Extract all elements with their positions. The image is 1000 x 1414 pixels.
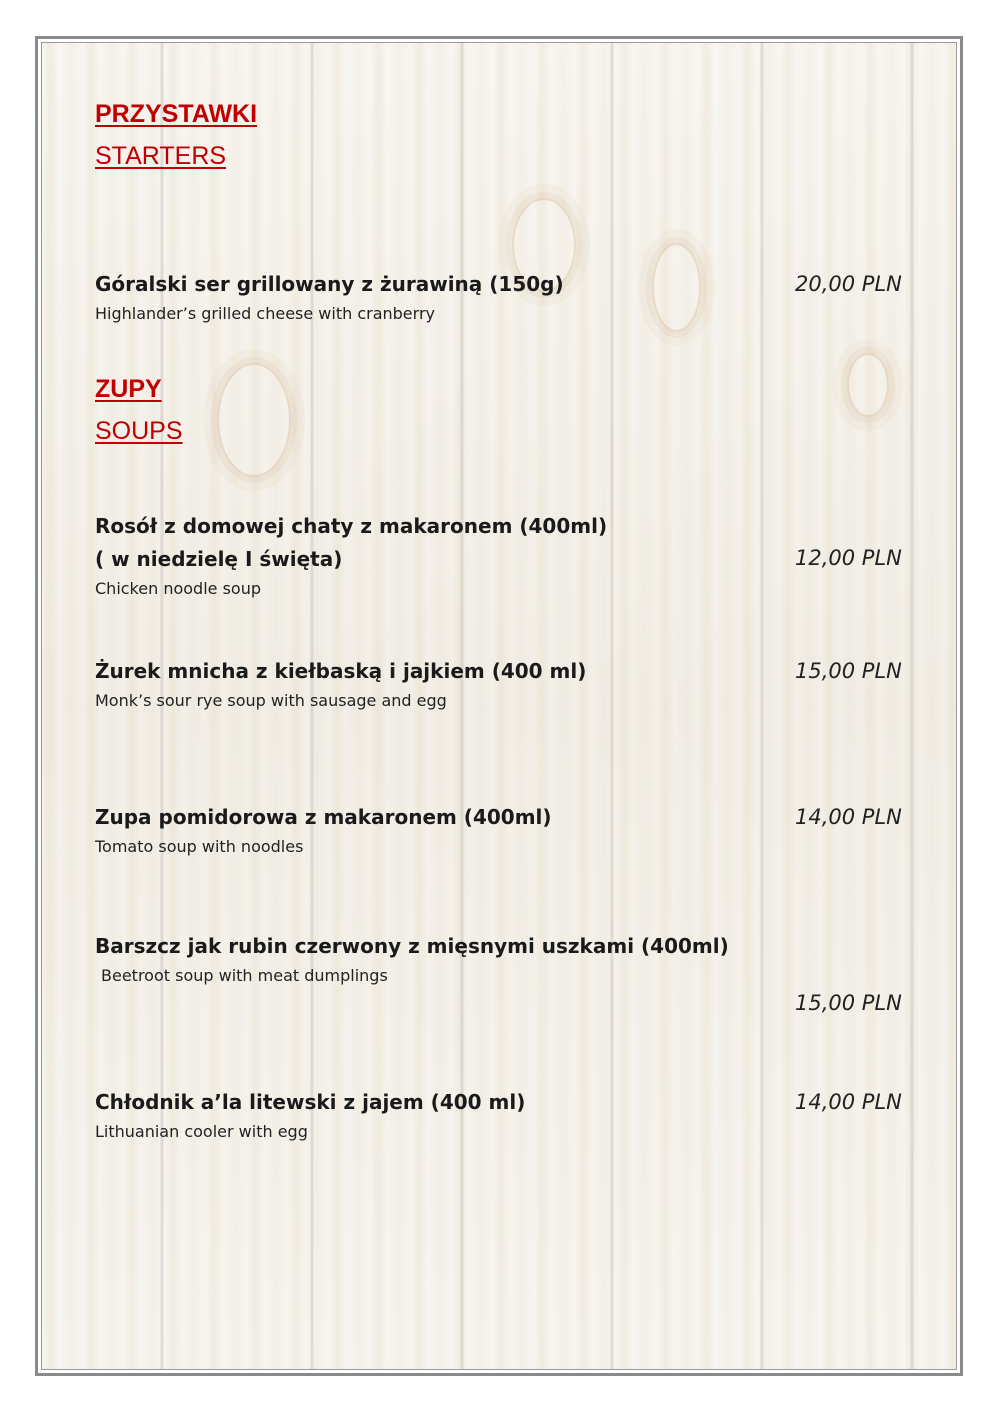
section-title-soups-pl: ZUPY	[95, 375, 162, 403]
menu-item-name: Żurek mnicha z kiełbaską i jajkiem (400 ml)	[95, 659, 587, 683]
menu-item-name: Zupa pomidorowa z makaronem (400ml)	[95, 805, 552, 829]
menu-item-description: Beetroot soup with meat dumplings	[101, 966, 388, 985]
menu-item-name: Barszcz jak rubin czerwony z mięsnymi uszkami (400ml)	[95, 934, 729, 958]
section-title-soups-en: SOUPS	[95, 417, 183, 445]
menu-item-description: Chicken noodle soup	[95, 579, 261, 598]
menu-item-price: 12,00 PLN	[795, 546, 902, 570]
menu-item-price: 20,00 PLN	[795, 272, 902, 296]
menu-item-name-line2: ( w niedzielę I święta)	[95, 547, 343, 571]
menu-item-description: Highlander’s grilled cheese with cranberry	[95, 304, 435, 323]
menu-item-description: Tomato soup with noodles	[95, 837, 304, 856]
section-title-starters-pl: PRZYSTAWKI	[95, 100, 258, 128]
menu-item-price: 15,00 PLN	[795, 659, 902, 683]
menu-item-price: 14,00 PLN	[795, 1090, 902, 1114]
menu-item-price: 14,00 PLN	[795, 805, 902, 829]
section-title-starters-en: STARTERS	[95, 142, 227, 170]
menu-item-description: Lithuanian cooler with egg	[95, 1122, 308, 1141]
menu-item-name: Rosół z domowej chaty z makaronem (400ml)	[95, 514, 608, 538]
menu-item-price: 15,00 PLN	[795, 991, 902, 1015]
menu-item-description: Monk’s sour rye soup with sausage and egg	[95, 691, 447, 710]
menu-item-name: Góralski ser grillowany z żurawiną (150g)	[95, 272, 564, 296]
menu-item-name: Chłodnik a’la litewski z jajem (400 ml)	[95, 1090, 526, 1114]
